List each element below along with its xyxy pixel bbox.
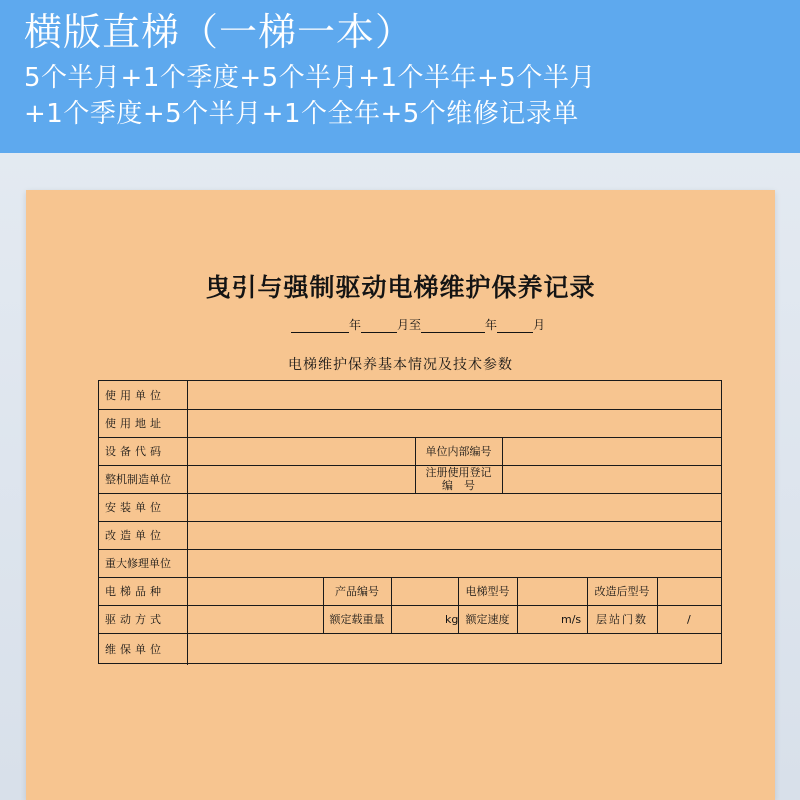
label-manufacturer: 整机制造单位 (105, 473, 171, 486)
record-sheet (26, 190, 775, 800)
label-install-unit: 安装单位 (105, 501, 165, 514)
floors-slash: / (687, 612, 691, 626)
label-device-code: 设备代码 (105, 445, 165, 458)
label-rated-speed: 额定速度 (465, 613, 510, 626)
section-title: 电梯维护保养基本情况及技术参数 (288, 357, 513, 373)
date-year-2: 年 (485, 318, 498, 332)
date-month: 月 (533, 318, 546, 332)
label-product-no: 产品编号 (335, 585, 379, 598)
date-range (291, 316, 545, 333)
blank-month-2[interactable] (497, 320, 533, 333)
blank-year-2[interactable] (421, 320, 485, 333)
label-registration-line-2: 编 号 (442, 479, 475, 492)
unit-ms: m/s (561, 612, 582, 626)
banner-title: 横版直梯（一梯一本） (24, 10, 415, 54)
label-registration-no (415, 465, 502, 493)
label-model: 电梯型号 (465, 585, 510, 598)
label-use-address: 使用地址 (105, 417, 165, 430)
label-maint-unit: 维保单位 (105, 642, 165, 656)
banner-line-2: +1个季度+5个半月+1个全年+5个维修记录单 (24, 99, 579, 129)
label-elevator-type: 电梯品种 (105, 585, 165, 598)
label-registration-line-1: 注册使用登记 (425, 466, 492, 479)
info-table (98, 380, 722, 664)
blank-year-1[interactable] (291, 320, 349, 333)
label-drive-mode: 驱动方式 (105, 613, 165, 626)
document-title: 曳引与强制驱动电梯维护保养记录 (205, 273, 596, 302)
blank-month-1[interactable] (361, 320, 397, 333)
label-repair-unit: 重大修理单位 (105, 557, 171, 570)
label-internal-no: 单位内部编号 (425, 445, 492, 458)
label-modified-model: 改造后型号 (594, 585, 650, 598)
promo-banner (0, 0, 800, 153)
banner-line-1: 5个半月+1个季度+5个半月+1个半年+5个半月 (24, 63, 596, 93)
label-use-unit: 使用单位 (105, 389, 165, 402)
label-rated-load: 额定载重量 (329, 613, 385, 626)
date-year-1: 年 (349, 318, 362, 332)
label-floors: 层站门数 (596, 613, 648, 626)
date-month-to: 月至 (397, 318, 422, 332)
unit-kg: kg (445, 612, 459, 626)
label-modify-unit: 改造单位 (105, 529, 165, 542)
